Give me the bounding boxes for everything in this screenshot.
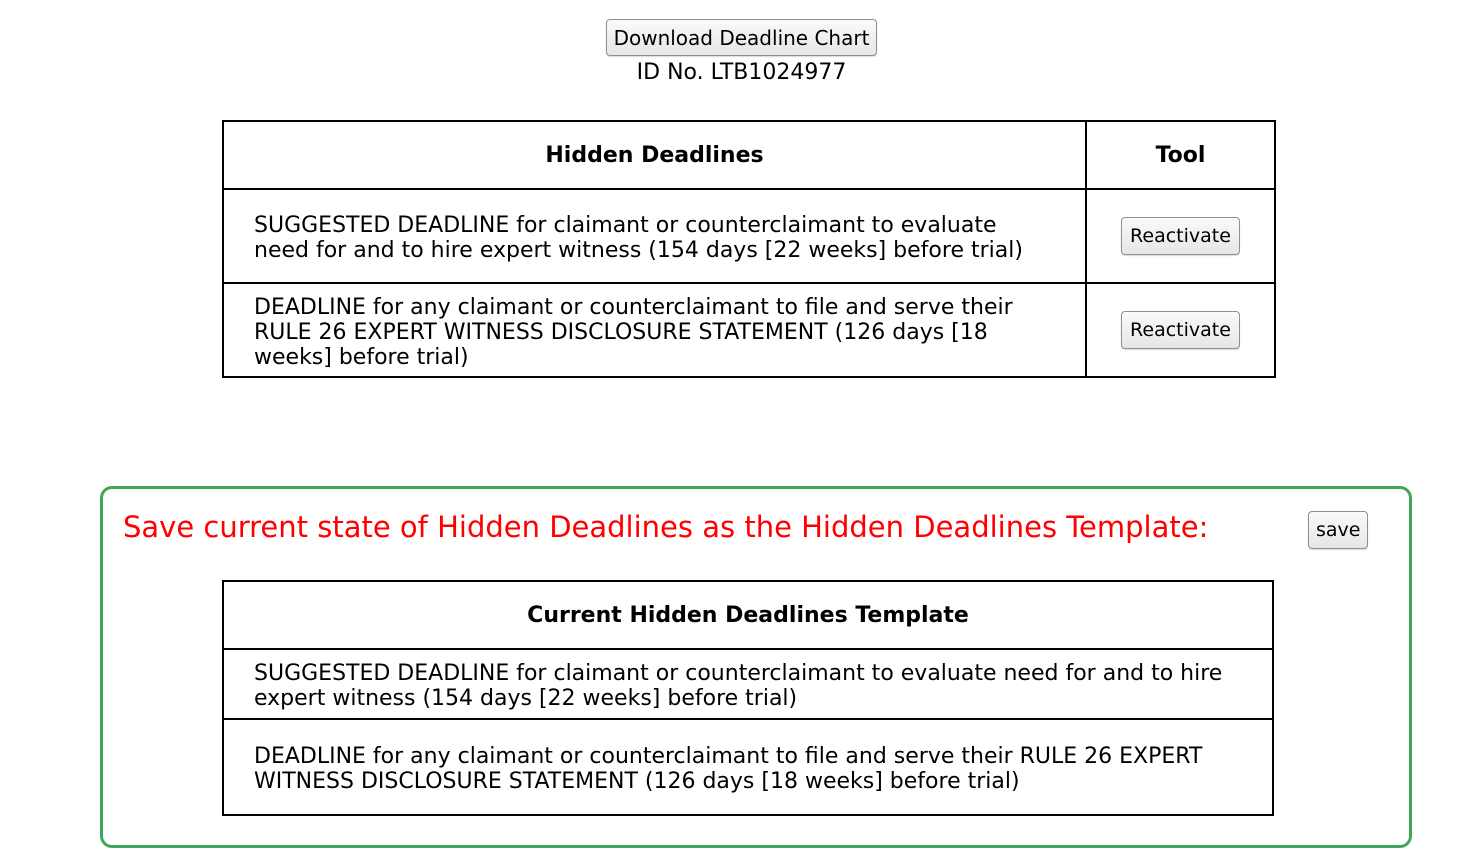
reactivate-button[interactable]: Reactivate bbox=[1121, 311, 1240, 349]
current-template-header: Current Hidden Deadlines Template bbox=[223, 581, 1273, 649]
tool-cell bbox=[1086, 189, 1275, 283]
template-deadline-text: SUGGESTED DEADLINE for claimant or counterclaimant to evaluate need for and to hire expert witness (154 days [22 weeks] before trial) bbox=[223, 649, 1273, 719]
template-header-row bbox=[223, 581, 1273, 649]
deadline-text: DEADLINE for any claimant or counterclaimant to file and serve their RULE 26 EXPERT WITNESS DISCLOSURE STATEMENT (126 days [18 weeks] before trial) bbox=[223, 283, 1086, 377]
reactivate-button[interactable]: Reactivate bbox=[1121, 217, 1240, 255]
id-number: ID No. LTB1024977 bbox=[636, 60, 847, 85]
table-row bbox=[223, 649, 1273, 719]
top-controls bbox=[0, 19, 1483, 89]
hidden-deadlines-table bbox=[222, 120, 1276, 378]
tool-cell bbox=[1086, 283, 1275, 377]
save-template-prompt: Save current state of Hidden Deadlines as the Hidden Deadlines Template: bbox=[123, 510, 1209, 544]
template-deadline-text: DEADLINE for any claimant or counterclaimant to file and serve their RULE 26 EXPERT WITNESS DISCLOSURE STATEMENT (126 days [18 weeks] before trial) bbox=[223, 719, 1273, 815]
hidden-deadlines-header-row bbox=[223, 121, 1275, 189]
table-row bbox=[223, 189, 1275, 283]
hidden-deadlines-header: Hidden Deadlines bbox=[223, 121, 1086, 189]
deadline-text: SUGGESTED DEADLINE for claimant or counterclaimant to evaluate need for and to hire expert witness (154 days [22 weeks] before trial) bbox=[223, 189, 1086, 283]
table-row bbox=[223, 719, 1273, 815]
table-row bbox=[223, 283, 1275, 377]
download-deadline-chart-button[interactable]: Download Deadline Chart bbox=[606, 19, 878, 56]
current-template-table bbox=[222, 580, 1274, 816]
save-template-button[interactable]: save bbox=[1308, 511, 1368, 549]
tool-header: Tool bbox=[1086, 121, 1275, 189]
